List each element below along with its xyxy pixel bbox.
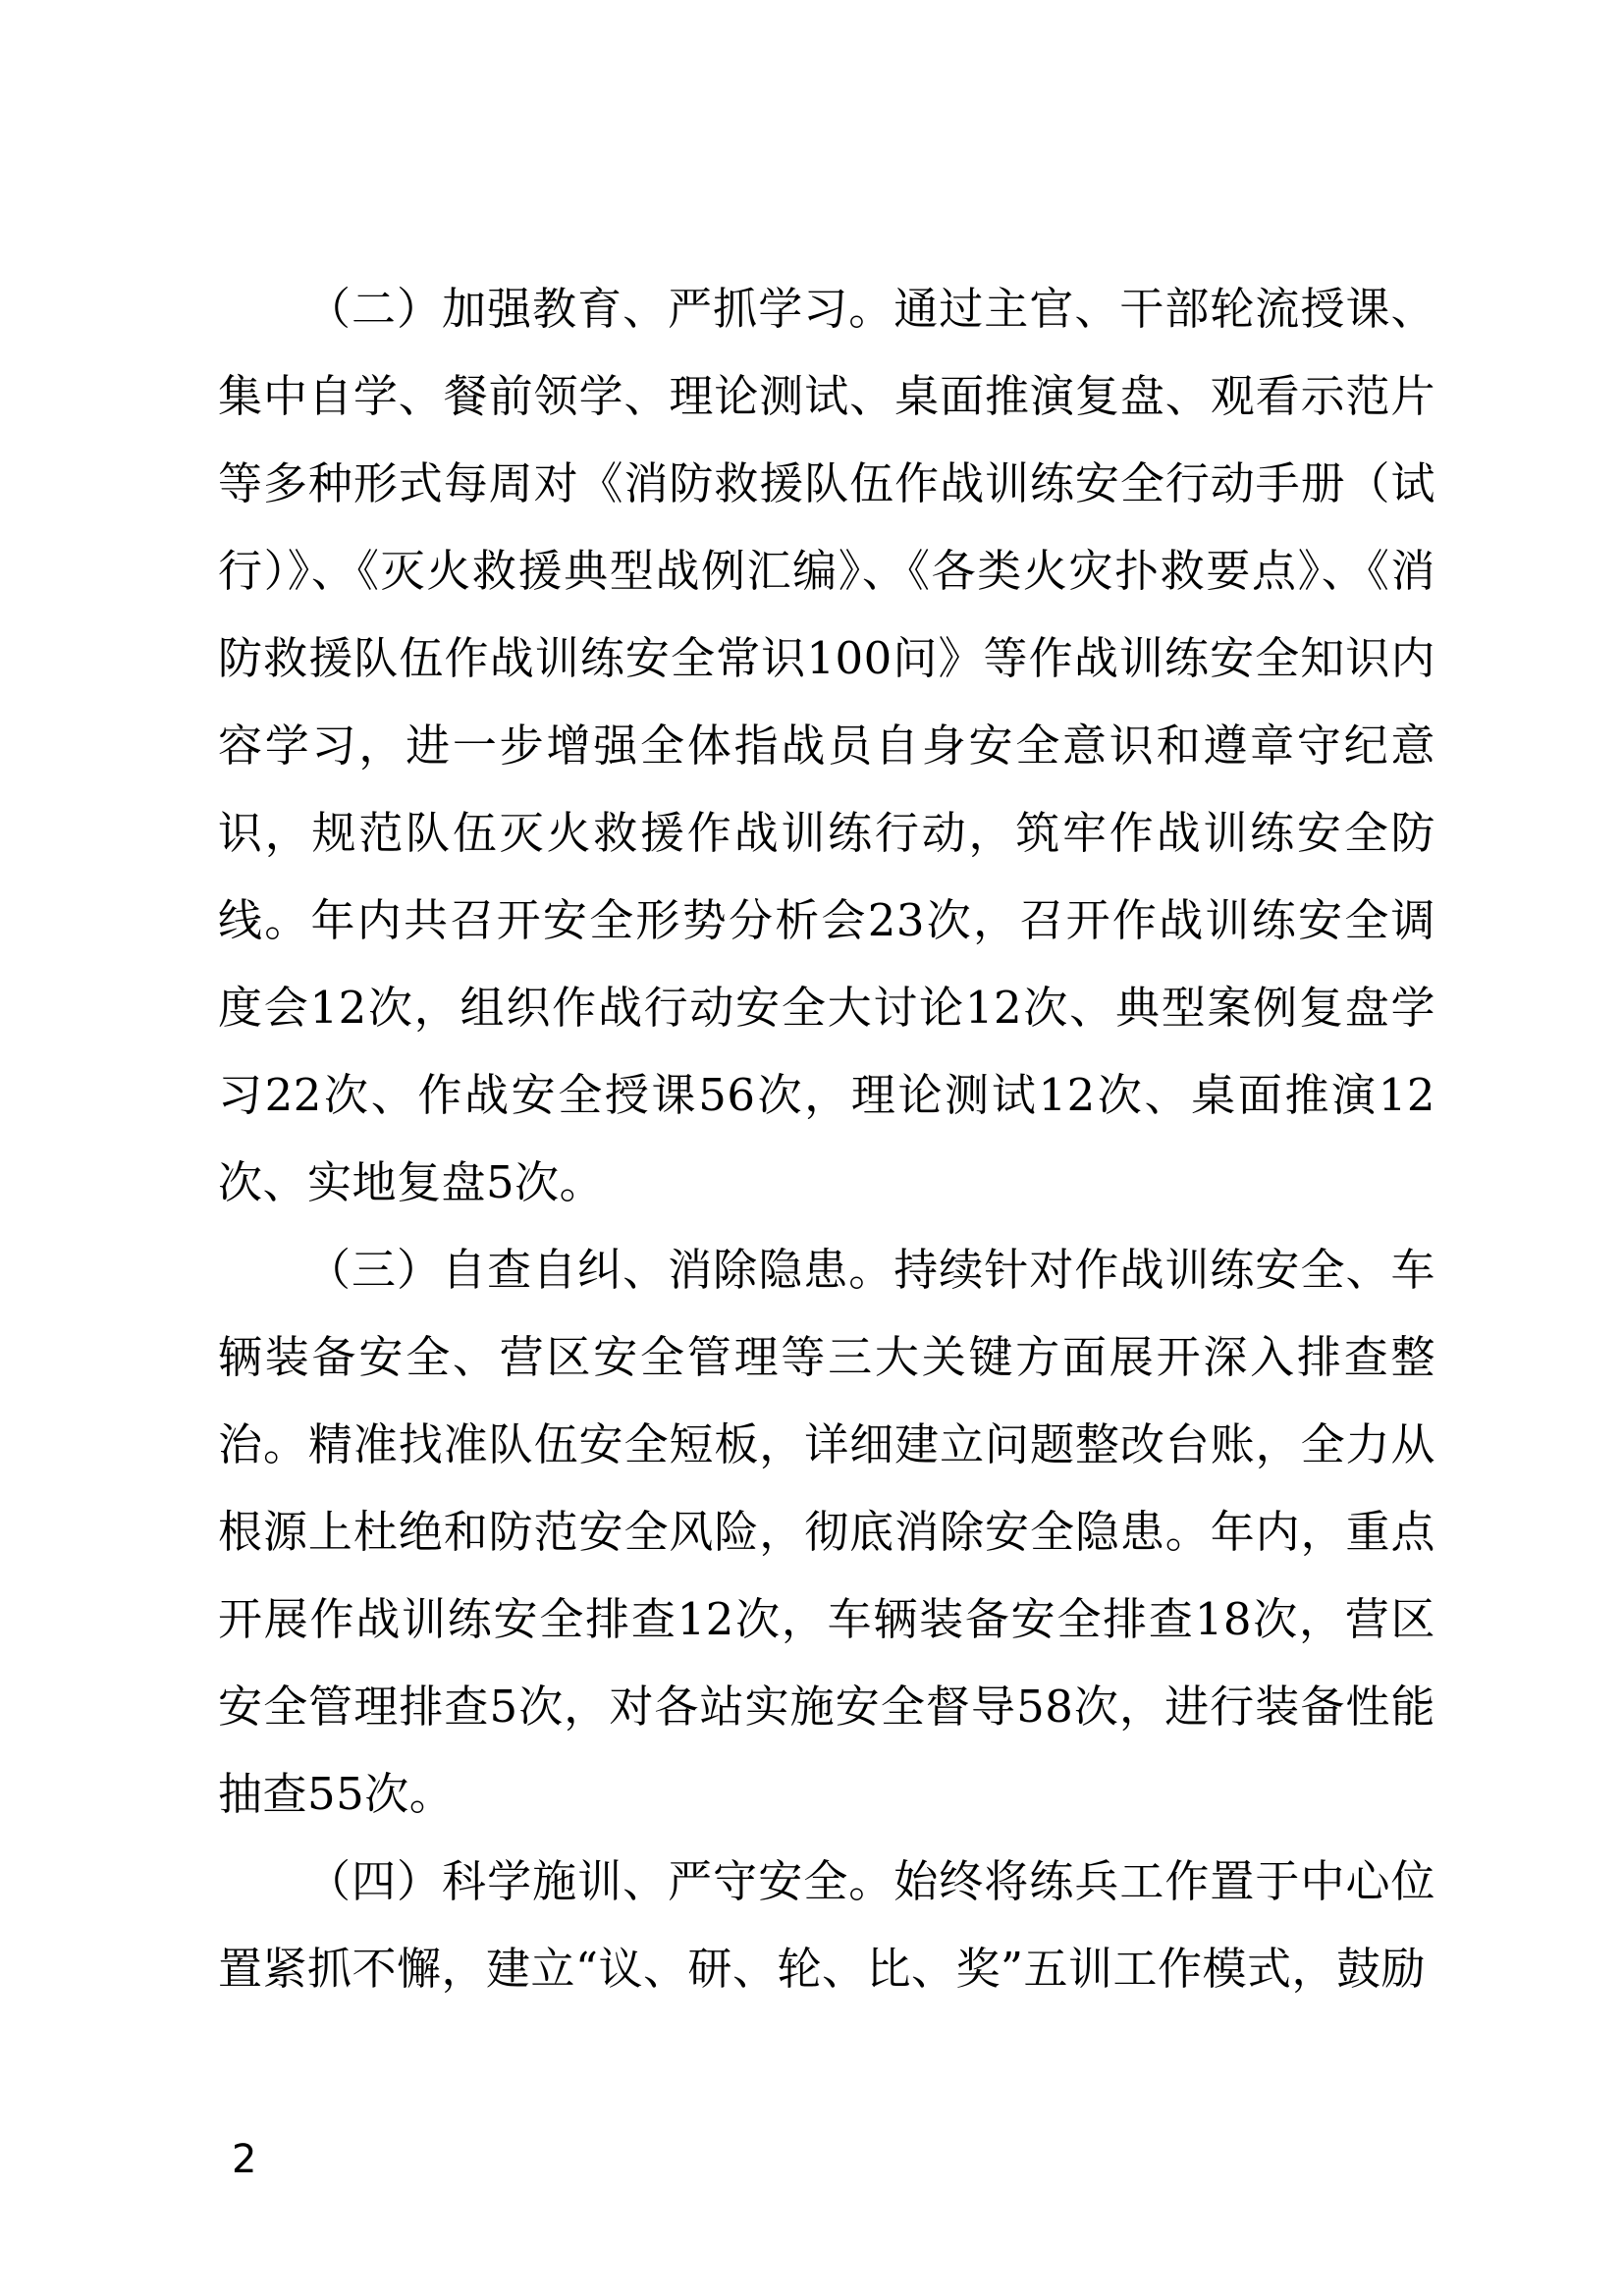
paragraph-scientific-training: （四）科学施训、严守安全。始终将练兵工作置于中心位置紧抓不懈，建立“议、研、轮、比、奖”五训工作模式，鼓励 [218,1855,1435,1995]
paragraph-self-inspection: （三）自查自纠、消除隐患。持续针对作战训练安全、车辆装备安全、营区安全管理等三大关键方面展开深入排查整治。精准找准队伍安全短板，详细建立问题整改台账，全力从根源上杜绝和防范安全风险，彻底消除安全隐患。年内，重点开展作战训练安全排查12次，车辆装备安全排查18次，营区安全管理排查5次，对各站实施安全督导58次，进行装备性能抽查55次。 [218,1244,1435,1820]
paragraph-education-study: （二）加强教育、严抓学习。通过主官、干部轮流授课、集中自学、餐前领学、理论测试、桌面推演复盘、观看示范片等多种形式每周对《消防救援队伍作战训练安全行动手册（试行）》、《灭火救援典型战例汇编》、《各类火灾扑救要点》、《消防救援队伍作战训练安全常识100问》等作战训练安全知识内容学习，进一步增强全体指战员自身安全意识和遵章守纪意识，规范队伍灭火救援作战训练行动，筑牢作战训练安全防线。年内共召开安全形势分析会23次，召开作战训练安全调度会12次，组织作战行动安全大讨论12次、典型案例复盘学习22次、作战安全授课56次，理论测试12次、桌面推演12次、实地复盘5次。 [218,283,1435,1208]
page-number: 2 [232,2137,257,2182]
document-body [218,265,1435,2012]
